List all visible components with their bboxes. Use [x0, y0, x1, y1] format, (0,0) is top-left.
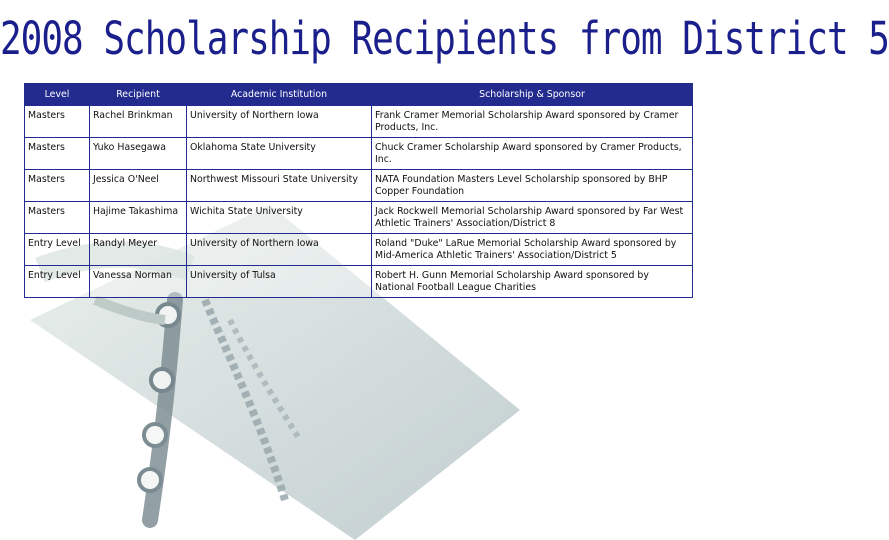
- cell-scholarship: Chuck Cramer Scholarship Award sponsored by Cramer Products, Inc.: [372, 138, 693, 170]
- column-header-institution: Academic Institution: [187, 84, 372, 106]
- table-row: [25, 106, 693, 138]
- column-header-recipient: Recipient: [90, 84, 187, 106]
- cell-recipient: Vanessa Norman: [90, 266, 187, 298]
- cell-level: Masters: [25, 106, 90, 138]
- cell-institution: Wichita State University: [187, 202, 372, 234]
- table-row: [25, 202, 693, 234]
- cell-institution: University of Tulsa: [187, 266, 372, 298]
- cell-level: Masters: [25, 170, 90, 202]
- cell-institution: University of Northern Iowa: [187, 234, 372, 266]
- table-header-row: [25, 84, 693, 106]
- cell-recipient: Jessica O'Neel: [90, 170, 187, 202]
- cell-institution: University of Northern Iowa: [187, 106, 372, 138]
- cell-institution: Northwest Missouri State University: [187, 170, 372, 202]
- cell-recipient: Rachel Brinkman: [90, 106, 187, 138]
- cell-level: Masters: [25, 202, 90, 234]
- cell-scholarship: Frank Cramer Memorial Scholarship Award sponsored by Cramer Products, Inc.: [372, 106, 693, 138]
- table-row: [25, 138, 693, 170]
- recipients-table: [24, 83, 693, 298]
- cell-scholarship: Jack Rockwell Memorial Scholarship Award sponsored by Far West Athletic Trainers' Association/District 8: [372, 202, 693, 234]
- column-header-scholarship: Scholarship & Sponsor: [372, 84, 693, 106]
- table-row: [25, 266, 693, 298]
- cell-institution: Oklahoma State University: [187, 138, 372, 170]
- page-title: 2008 Scholarship Recipients from District 5: [0, 14, 889, 66]
- cell-level: Entry Level: [25, 266, 90, 298]
- cell-level: Entry Level: [25, 234, 90, 266]
- cell-recipient: Yuko Hasegawa: [90, 138, 187, 170]
- table-row: [25, 170, 693, 202]
- cell-level: Masters: [25, 138, 90, 170]
- cell-scholarship: Robert H. Gunn Memorial Scholarship Award sponsored by National Football League Charities: [372, 266, 693, 298]
- table-row: [25, 234, 693, 266]
- cell-recipient: Randyl Meyer: [90, 234, 187, 266]
- column-header-level: Level: [25, 84, 90, 106]
- cell-scholarship: NATA Foundation Masters Level Scholarship sponsored by BHP Copper Foundation: [372, 170, 693, 202]
- cell-recipient: Hajime Takashima: [90, 202, 187, 234]
- cell-scholarship: Roland "Duke" LaRue Memorial Scholarship Award sponsored by Mid-America Athletic Trainers' Association/District 5: [372, 234, 693, 266]
